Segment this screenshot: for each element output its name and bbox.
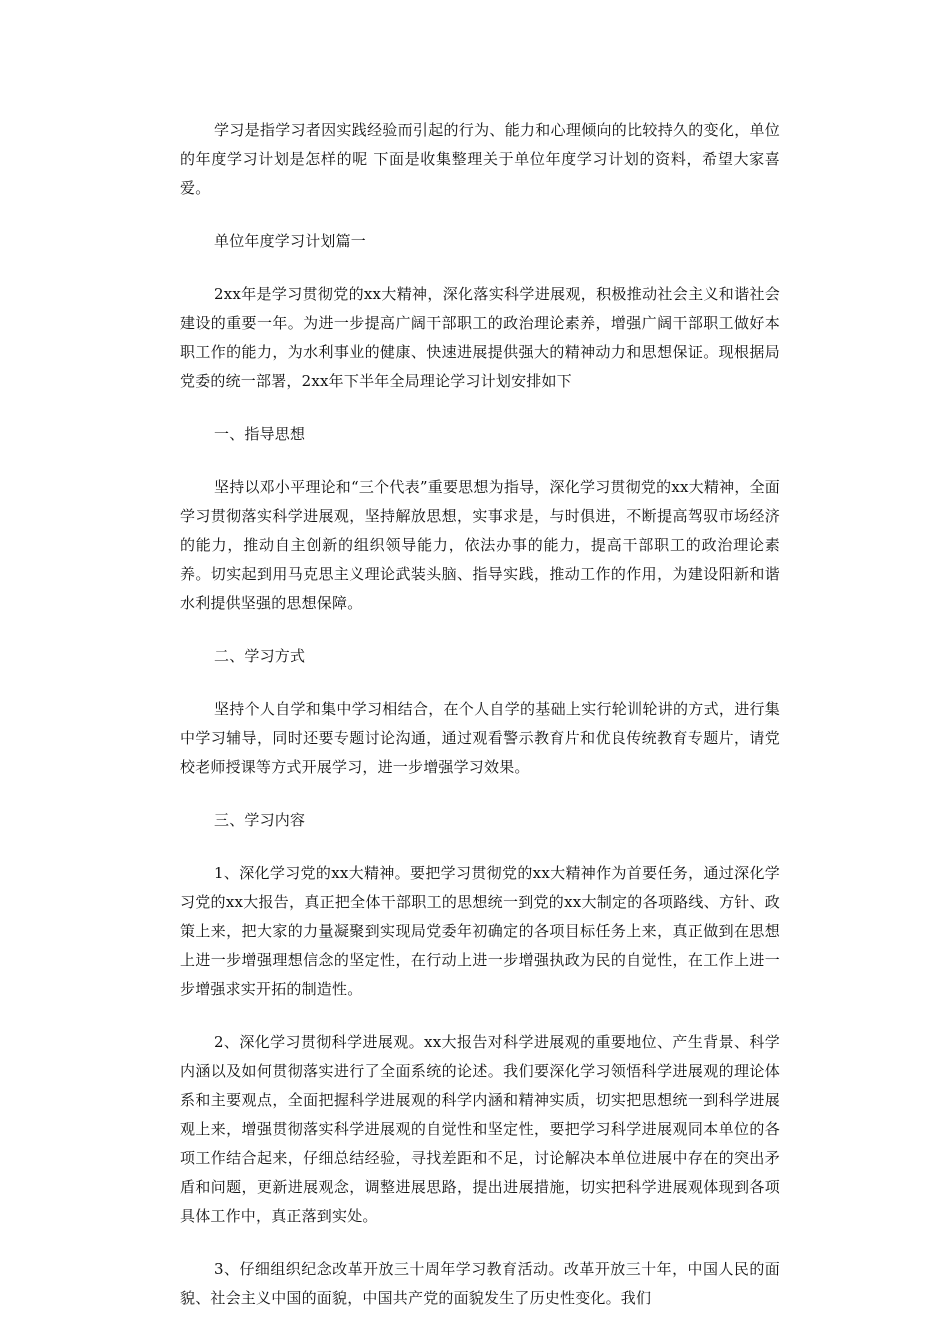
- paragraph-guiding-thought: 坚持以邓小平理论和“三个代表”重要思想为指导，深化学习贯彻党的xx大精神，全面学习贯彻落实科学进展观，坚持解放思想，实事求是，与时俱进，不断提高驾驭市场经济的能力，推动自主创新的组织领导能力，依法办事的能力，提高干部职工的政治理论素养。切实起到用马克思主义理论武装头脑、指导实践，推动工作的作用，为建设阳新和谐水利提供坚强的思想保障。: [180, 478, 780, 612]
- document-page: [180, 116, 780, 1337]
- content-item-2: 2、深化学习贯彻科学进展观。xx大报告对科学进展观的重要地位、产生背景、科学内涵以及如何贯彻落实进行了全面系统的论述。我们要深化学习领悟科学进展观的理论体系和主要观点，全面把握科学进展观的科学内涵和精神实质，切实把思想统一到科学进展观上来，增强贯彻落实科学进展观的自觉性和坚定性，要把学习科学进展观同本单位的各项工作结合起来，仔细总结经验，寻找差距和不足，讨论解决本单位进展中存在的突出矛盾和问题，更新进展观念，调整进展思路，提出进展措施，切实把科学进展观体现到各项具体工作中，真正落到实处。: [180, 1033, 780, 1225]
- paragraph-overview: 2xx年是学习贯彻党的xx大精神，深化落实科学进展观，积极推动社会主义和谐社会建设的重要一年。为进一步提高广阔干部职工的政治理论素养，增强广阔干部职工做好本职工作的能力，为水利事业的健康、快速进展提供强大的精神动力和思想保证。现根据局党委的统一部署，2xx年下半年全局理论学习计划安排如下: [180, 285, 780, 390]
- heading-study-method: 二、学习方式: [214, 647, 306, 665]
- content-item-3: 3、仔细组织纪念改革开放三十周年学习教育活动。改革开放三十年，中国人民的面貌、社会主义中国的面貌，中国共产党的面貌发生了历史性变化。我们: [180, 1260, 780, 1307]
- intro-paragraph: 学习是指学习者因实践经验而引起的行为、能力和心理倾向的比较持久的变化，单位的年度学习计划是怎样的呢 下面是收集整理关于单位年度学习计划的资料，希望大家喜爱。: [180, 121, 780, 197]
- heading-guiding-thought: 一、指导思想: [214, 425, 306, 443]
- paragraph-study-method: 坚持个人自学和集中学习相结合，在个人自学的基础上实行轮训轮讲的方式，进行集中学习辅导，同时还要专题讨论沟通，通过观看警示教育片和优良传统教育专题片，请党校老师授课等方式开展学习，进一步增强学习效果。: [180, 700, 780, 776]
- heading-study-content: 三、学习内容: [214, 811, 306, 829]
- content-item-1: 1、深化学习党的xx大精神。要把学习贯彻党的xx大精神作为首要任务，通过深化学习党的xx大报告，真正把全体干部职工的思想统一到党的xx大制定的各项路线、方针、政策上来，把大家的力量凝聚到实现局党委年初确定的各项目标任务上来，真正做到在思想上进一步增强理想信念的坚定性，在行动上进一步增强执政为民的自觉性，在工作上进一步增强求实开拓的制造性。: [180, 864, 780, 998]
- section-title: 单位年度学习计划篇一: [214, 232, 367, 250]
